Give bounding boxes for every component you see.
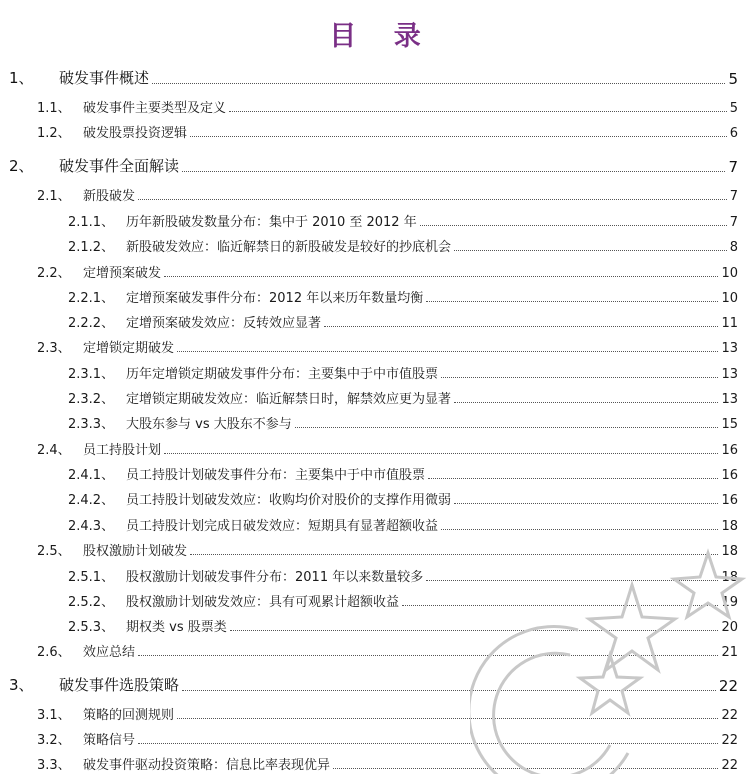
toc-entry-page: 18	[721, 544, 738, 559]
toc-entry-title: 股权激励计划破发效应：具有可观累计超额收益	[126, 595, 400, 610]
toc-entry[interactable]	[0, 385, 750, 407]
toc-entry-title: 股权激励计划破发事件分布：2011 年以来数量较多	[126, 570, 424, 585]
toc-entry-number: 2.5.3、	[68, 620, 115, 635]
toc-dot-leader	[164, 453, 718, 454]
toc-entry-page: 16	[721, 443, 738, 458]
toc-entry-number: 2.5、	[37, 544, 71, 559]
toc-entry[interactable]	[0, 613, 750, 635]
toc-entry-title: 破发事件驱动投资策略：信息比率表现优异	[83, 758, 331, 773]
toc-entry-page: 7	[729, 215, 738, 230]
toc-dot-leader	[138, 743, 718, 744]
toc-entry[interactable]	[0, 486, 750, 508]
toc-entry-title: 策略的回测规则	[83, 708, 175, 723]
toc-entry-page: 21	[721, 645, 738, 660]
toc-entry-title: 破发事件主要类型及定义	[83, 101, 227, 116]
toc-entry-page: 16	[721, 493, 738, 508]
toc-dot-leader	[441, 529, 718, 530]
toc-dot-leader	[426, 301, 718, 302]
page-title: 目 录	[329, 21, 435, 52]
toc-entry-number: 2、	[9, 157, 34, 175]
toc-entry-title: 破发事件全面解读	[59, 157, 180, 175]
toc-entry-number: 2.3、	[37, 341, 71, 356]
toc-entry-number: 2.1.1、	[68, 215, 115, 230]
toc-dot-leader	[138, 655, 718, 656]
toc-entry-page: 22	[718, 677, 738, 695]
toc-entry-number: 2.2.2、	[68, 316, 115, 331]
toc-entry[interactable]	[0, 563, 750, 585]
toc-entry[interactable]	[0, 334, 750, 356]
toc-entry-number: 2.4、	[37, 443, 71, 458]
toc-entry-number: 2.3.3、	[68, 417, 115, 432]
toc-entry[interactable]	[0, 410, 750, 432]
toc-entry-page: 6	[729, 126, 738, 141]
toc-entry-number: 2.6、	[37, 645, 71, 660]
toc-entry-title: 股权激励计划破发	[83, 544, 188, 559]
toc-entry-page: 10	[721, 291, 738, 306]
toc-dot-leader	[295, 427, 719, 428]
toc-entry-page: 13	[721, 367, 738, 382]
toc-entry-title: 员工持股计划破发效应：收购均价对股价的支撑作用微弱	[126, 493, 452, 508]
toc-dot-leader	[428, 478, 718, 479]
toc-entry-title: 大股东参与 vs 大股东不参与	[126, 417, 292, 432]
toc-entry-number: 3.2、	[37, 733, 71, 748]
toc-entry-number: 2.4.3、	[68, 519, 115, 534]
toc-entry-title: 效应总结	[83, 645, 136, 660]
toc-entry-page: 5	[728, 70, 738, 88]
toc-entry-number: 1.1、	[37, 101, 71, 116]
toc-dot-leader	[138, 199, 727, 200]
toc-entry-page: 7	[728, 158, 738, 176]
toc-dot-leader	[190, 554, 718, 555]
toc-entry-page: 22	[721, 758, 738, 773]
toc-entry[interactable]	[0, 461, 750, 483]
toc-dot-leader	[182, 690, 716, 691]
toc-dot-leader	[164, 276, 718, 277]
toc-entry-page: 10	[721, 266, 738, 281]
toc-entry-title: 定增锁定期破发效应：临近解禁日时，解禁效应更为显著	[126, 392, 452, 407]
toc-entry[interactable]	[0, 701, 750, 723]
toc-dot-leader	[177, 351, 718, 352]
toc-entry-number: 2.1.2、	[68, 240, 115, 255]
toc-entry-page: 13	[721, 341, 738, 356]
toc-entry[interactable]	[0, 638, 750, 660]
toc-entry-title: 破发股票投资逻辑	[83, 126, 188, 141]
toc-entry[interactable]	[0, 512, 750, 534]
toc-entry-number: 3.3、	[37, 758, 71, 773]
toc-entry-title: 定增预案破发	[83, 266, 162, 281]
toc-entry-title: 新股破发	[83, 189, 136, 204]
toc-entry-page: 16	[721, 468, 738, 483]
toc-dot-leader	[182, 171, 725, 172]
toc-entry-page: 22	[721, 733, 738, 748]
toc-entry-number: 1、	[9, 69, 34, 87]
toc-entry-page: 13	[721, 392, 738, 407]
toc-dot-leader	[152, 83, 725, 84]
toc-entry[interactable]	[0, 673, 750, 695]
toc-dot-leader	[454, 503, 718, 504]
toc-entry[interactable]	[0, 208, 750, 230]
toc-entry[interactable]	[0, 309, 750, 331]
toc-entry-title: 定增预案破发效应：反转效应显著	[126, 316, 322, 331]
toc-dot-leader	[441, 377, 718, 378]
toc-entry-number: 2.4.2、	[68, 493, 115, 508]
toc-entry-title: 破发事件选股策略	[59, 676, 180, 694]
toc-entry-page: 18	[721, 570, 738, 585]
toc-entry-title: 历年定增锁定期破发事件分布：主要集中于中市值股票	[126, 367, 439, 382]
toc-entry-number: 1.2、	[37, 126, 71, 141]
toc-entry-page: 20	[721, 620, 738, 635]
toc-entry-page: 7	[729, 189, 738, 204]
toc-entry[interactable]	[0, 94, 750, 116]
toc-entry-title: 员工持股计划完成日破发效应：短期具有显著超额收益	[126, 519, 439, 534]
toc-entry-page: 15	[721, 417, 738, 432]
toc-entry-number: 2.4.1、	[68, 468, 115, 483]
toc-entry[interactable]	[0, 119, 750, 141]
toc-dot-leader	[324, 326, 718, 327]
toc-entry-number: 2.2、	[37, 266, 71, 281]
toc-entry-title: 定增锁定期破发	[83, 341, 175, 356]
toc-dot-leader	[454, 402, 718, 403]
toc-entry-number: 2.1、	[37, 189, 71, 204]
toc-entry[interactable]	[0, 588, 750, 610]
toc-entry-title: 策略信号	[83, 733, 136, 748]
toc-entry-number: 3.1、	[37, 708, 71, 723]
toc-entry-number: 2.3.1、	[68, 367, 115, 382]
toc-entry[interactable]	[0, 726, 750, 748]
toc-entry-page: 19	[721, 595, 738, 610]
toc-dot-leader	[229, 111, 727, 112]
toc-entry-page: 11	[721, 316, 738, 331]
toc-entry[interactable]	[0, 537, 750, 559]
toc-entry-title: 员工持股计划	[83, 443, 162, 458]
toc-dot-leader	[454, 250, 727, 251]
toc-dot-leader	[230, 630, 719, 631]
toc-entry-page: 22	[721, 708, 738, 723]
toc-entry[interactable]	[0, 182, 750, 204]
toc-dot-leader	[426, 580, 718, 581]
toc-entry[interactable]	[0, 66, 750, 88]
toc-entry-page: 5	[729, 101, 738, 116]
toc-entry[interactable]	[0, 154, 750, 176]
toc-entry-title: 破发事件概述	[59, 69, 150, 87]
toc-entry-page: 18	[721, 519, 738, 534]
toc-entry-page: 8	[729, 240, 738, 255]
toc-entry-title: 历年新股破发数量分布：集中于 2010 至 2012 年	[126, 215, 417, 230]
toc-entry-number: 3、	[9, 676, 34, 694]
toc-dot-leader	[190, 136, 727, 137]
toc-entry-number: 2.5.2、	[68, 595, 115, 610]
toc-dot-leader	[402, 605, 718, 606]
toc-entry-number: 2.5.1、	[68, 570, 115, 585]
toc-entry-title: 员工持股计划破发事件分布：主要集中于中市值股票	[126, 468, 426, 483]
toc-entry[interactable]	[0, 751, 750, 773]
toc-entry[interactable]	[0, 233, 750, 255]
toc-dot-leader	[420, 225, 727, 226]
toc-entry-title: 期权类 vs 股票类	[126, 620, 227, 635]
toc-entry[interactable]	[0, 360, 750, 382]
toc-entry[interactable]	[0, 284, 750, 306]
toc-entry[interactable]	[0, 259, 750, 281]
toc-entry-number: 2.3.2、	[68, 392, 115, 407]
toc-dot-leader	[333, 768, 718, 769]
toc-dot-leader	[177, 718, 718, 719]
toc-entry-number: 2.2.1、	[68, 291, 115, 306]
toc-entry[interactable]	[0, 436, 750, 458]
toc-entry-title: 定增预案破发事件分布：2012 年以来历年数量均衡	[126, 291, 424, 306]
toc-entry-title: 新股破发效应：临近解禁日的新股破发是较好的抄底机会	[126, 240, 452, 255]
